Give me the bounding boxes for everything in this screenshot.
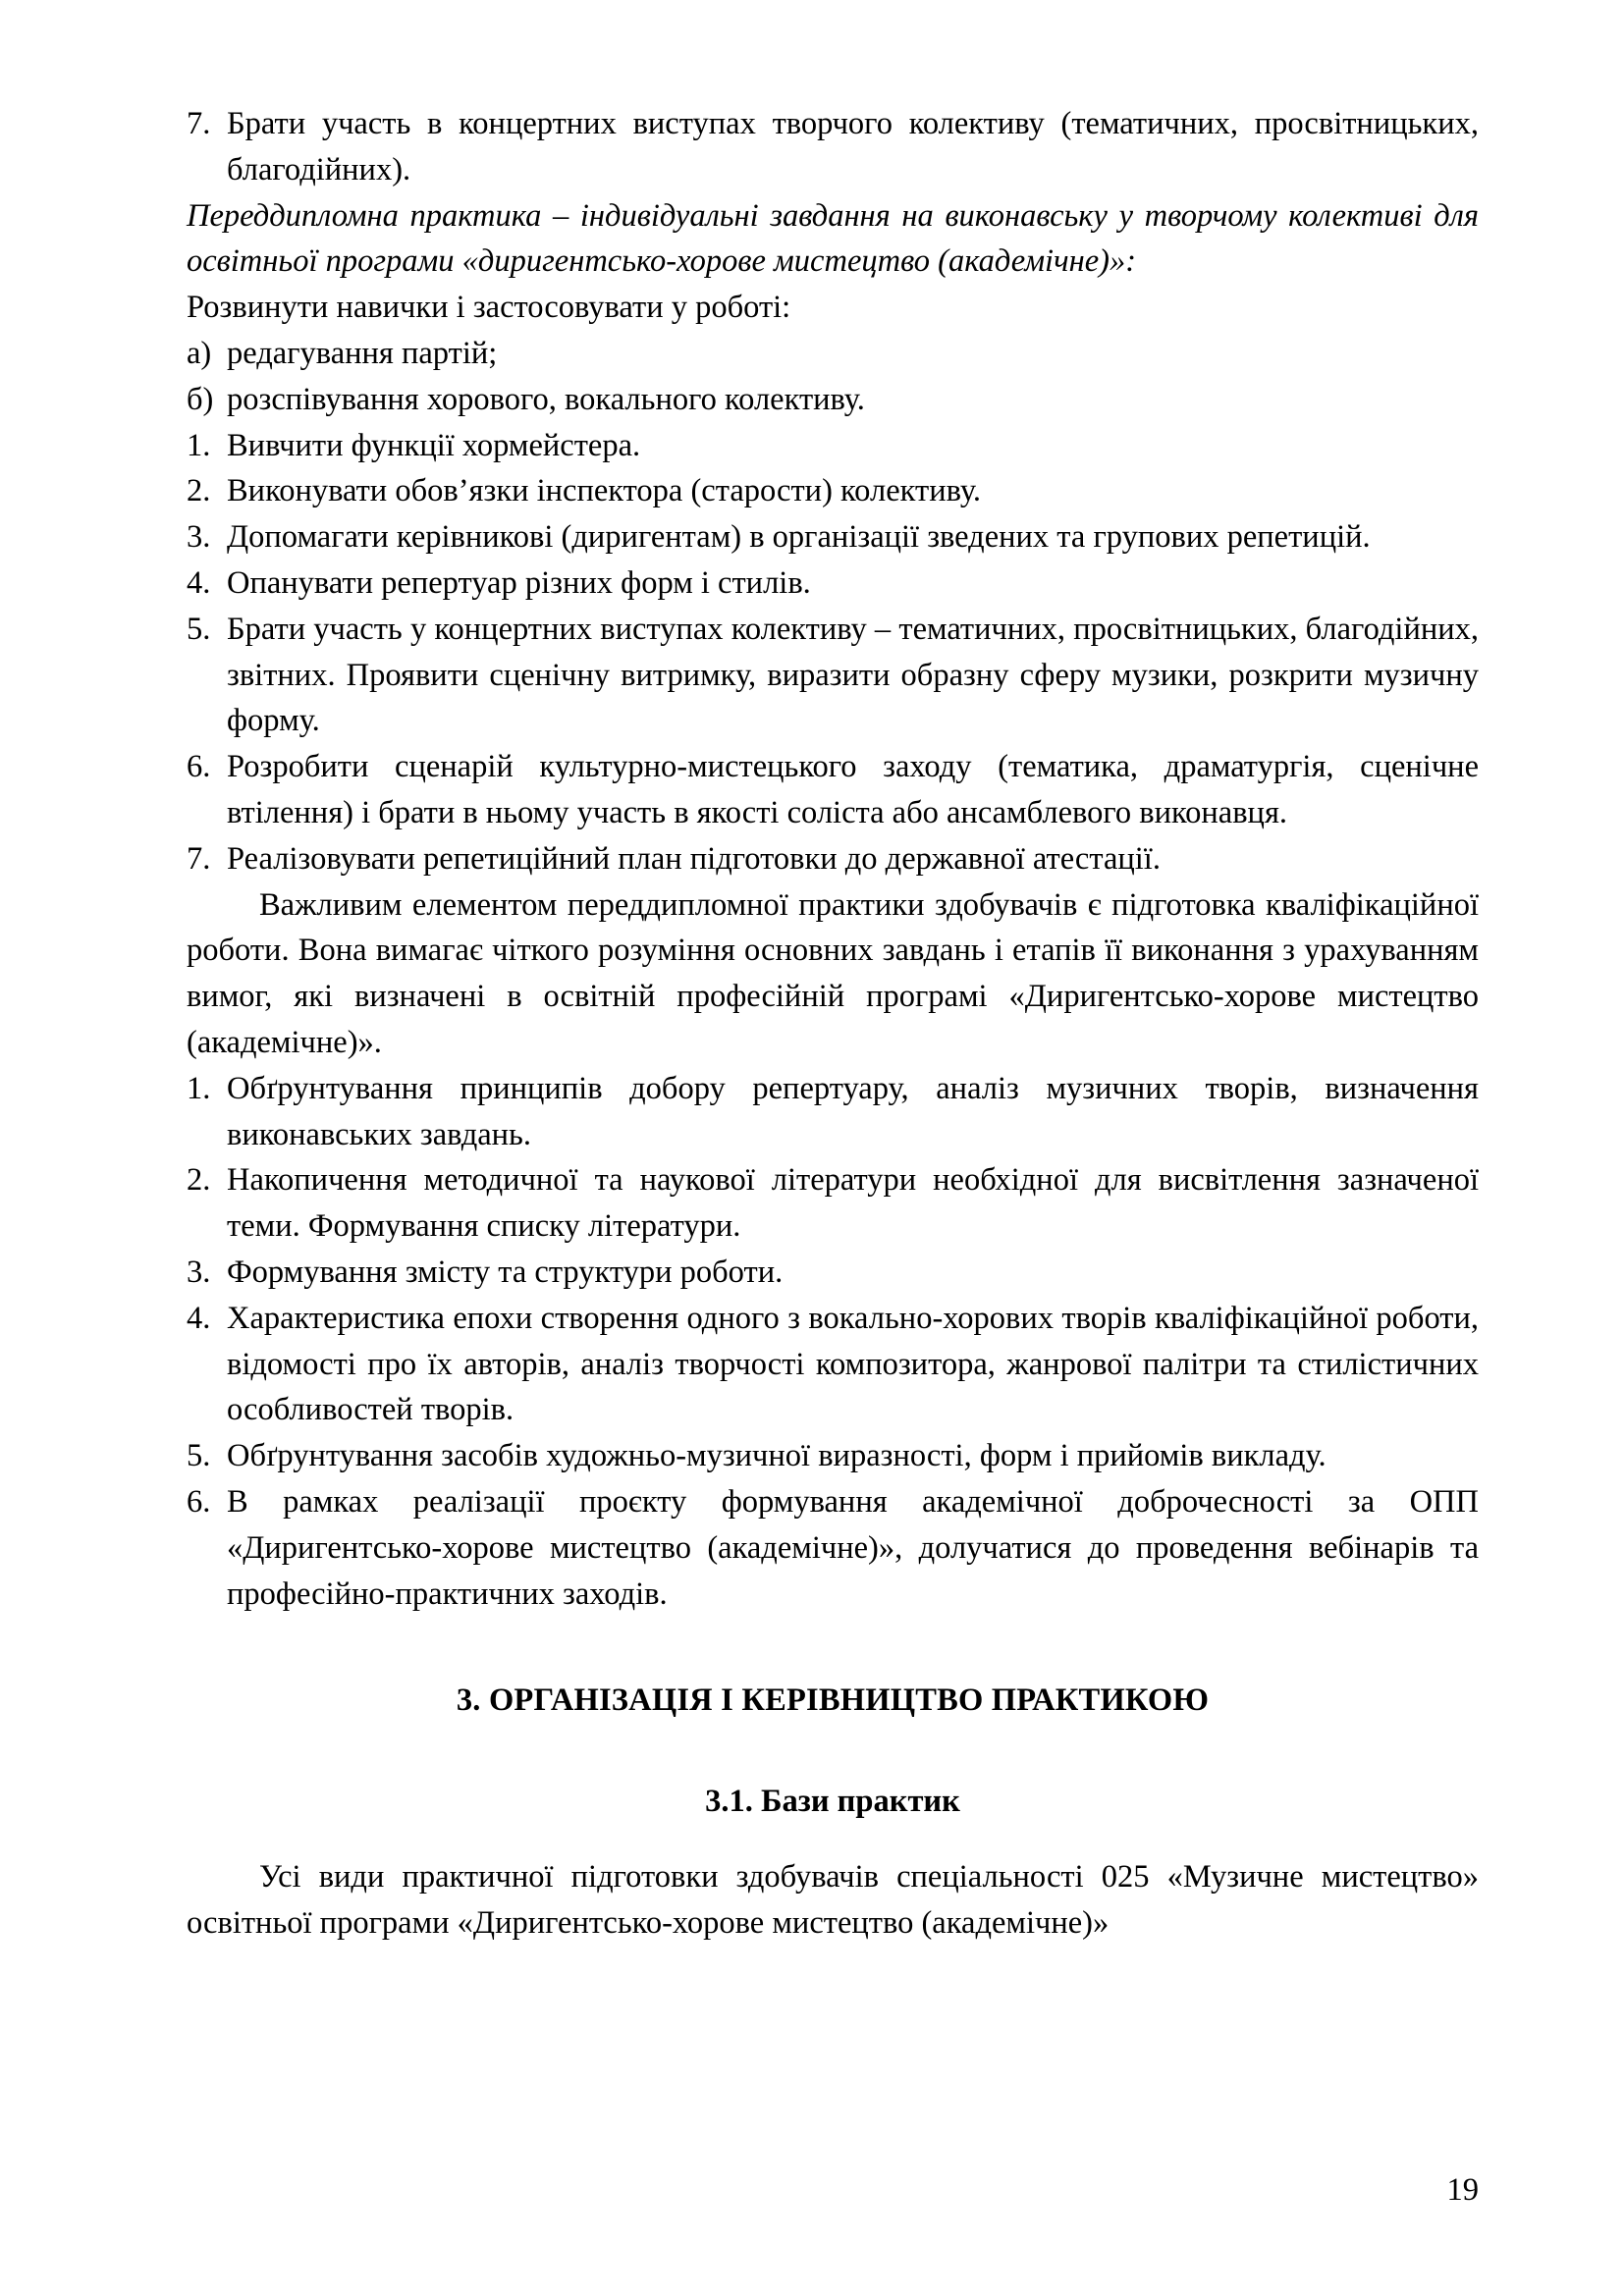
- page-body: [187, 101, 1479, 1946]
- list-marker: а): [187, 335, 212, 371]
- list-item: [187, 744, 1479, 836]
- list-item-text: Вивчити функції хормейстера.: [227, 427, 641, 463]
- list-item: [187, 423, 1479, 469]
- list-item-text: розспівування хорового, вокального колективу.: [227, 381, 865, 417]
- list-item-text: Брати участь в концертних виступах творчого колективу (тематичних, просвітницьких, благодійних).: [227, 106, 1479, 187]
- list-marker: 2.: [187, 1162, 211, 1199]
- list-marker: 5.: [187, 611, 211, 647]
- list-marker: 7.: [187, 106, 211, 141]
- list-item-text: Формування змісту та структури роботи.: [227, 1254, 784, 1290]
- list-item-text: Допомагати керівникові (диригентам) в організації зведених та групових репетицій.: [227, 519, 1371, 556]
- list-item-text: Розробити сценарій культурно-мистецького заходу (тематика, драматургія, сценічне втілення) і брати в ньому участь в якості соліста або ансамблевого виконавця.: [227, 749, 1479, 830]
- list-marker: 4.: [187, 564, 211, 601]
- list-item-text: Обґрунтування засобів художньо-музичної виразності, форм і прийомів викладу.: [227, 1438, 1326, 1474]
- list-item-text: Виконувати обов’язки інспектора (старости) колективу.: [227, 473, 981, 509]
- list-item: [187, 1479, 1479, 1617]
- list-item-text: Брати участь у концертних виступах колективу – тематичних, просвітницьких, благодійних, звітних. Проявити сценічну витримку, виразити образну сферу музики, розкрити музичну форму.: [227, 611, 1479, 739]
- list-item-text: Опанувати репертуар різних форм і стилів.: [227, 564, 811, 601]
- list-item: [187, 1157, 1479, 1250]
- list-item-text: Характеристика епохи створення одного з вокально-хорових творів кваліфікаційної роботи, відомості про їх авторів, аналіз творчості композитора, жанрової палітри та стилістичних особливостей творів.: [227, 1300, 1479, 1428]
- list-item: [187, 468, 1479, 514]
- lead-in-paragraph: Розвинути навички і застосовувати у роботі:: [187, 290, 791, 326]
- list-marker: 3.: [187, 519, 211, 556]
- list-marker: 3.: [187, 1254, 211, 1290]
- spacer: [187, 1825, 1479, 1854]
- italic-intro-paragraph: Переддипломна практика – індивідуальні завдання на виконавську у творчому колективі для освітньої програми «диригентсько-хорове мистецтво (академічне)»:: [187, 197, 1479, 280]
- list-marker: 7.: [187, 840, 211, 877]
- list-item: [187, 377, 1479, 423]
- list-item-text: Обґрунтування принципів добору репертуару, аналіз музичних творів, визначення виконавських завдань.: [227, 1070, 1479, 1152]
- list-item: [187, 836, 1479, 882]
- list-marker: 2.: [187, 473, 211, 509]
- closing-paragraph: Усі види практичної підготовки здобувачів спеціальності 025 «Музичне мистецтво» освітньої програми «Диригентсько-хорове мистецтво (академічне)»: [187, 1858, 1479, 1941]
- list-marker: 6.: [187, 1483, 211, 1520]
- important-element-paragraph: Важливим елементом переддипломної практики здобувачів є підготовка кваліфікаційної роботи. Вона вимагає чіткого розуміння основних завдань і етапів її виконання з урахуванням вимог, які визначені в освітній професійній програмі «Диригентсько-хорове мистецтво (академічне)».: [187, 886, 1479, 1060]
- list-marker: 1.: [187, 1070, 211, 1106]
- list-item-text: редагування партій;: [227, 335, 498, 371]
- list-item: [187, 1433, 1479, 1479]
- list-marker: 4.: [187, 1300, 211, 1336]
- list-item: [187, 1066, 1479, 1158]
- list-item-text: В рамках реалізації проєкту формування академічної доброчесності за ОПП «Диригентсько-хорове мистецтво (академічне)», долучатися до проведення вебінарів та професійно-практичних заходів.: [227, 1483, 1479, 1612]
- list-item: [187, 1296, 1479, 1433]
- list-marker: 5.: [187, 1438, 211, 1474]
- spacer: [187, 1617, 1479, 1678]
- list-marker: 6.: [187, 749, 211, 785]
- list-marker: 1.: [187, 427, 211, 463]
- list-item-text: Реалізовувати репетиційний план підготовки до державної атестації.: [227, 840, 1161, 877]
- section-heading: 3. ОРГАНІЗАЦІЯ І КЕРІВНИЦТВО ПРАКТИКОЮ: [456, 1682, 1210, 1719]
- list-item-text: Накопичення методичної та наукової літератури необхідної для висвітлення зазначеної теми. Формування списку літератури.: [227, 1162, 1479, 1245]
- list-item: [187, 331, 1479, 377]
- subsection-heading: 3.1. Бази практик: [705, 1784, 960, 1820]
- page-number: 19: [1446, 2171, 1479, 2208]
- spacer: [187, 1724, 1479, 1779]
- list-item: [187, 101, 1479, 193]
- list-item: [187, 1250, 1479, 1296]
- list-item: [187, 514, 1479, 561]
- list-item: [187, 561, 1479, 607]
- list-marker: б): [187, 381, 214, 417]
- list-item: [187, 607, 1479, 744]
